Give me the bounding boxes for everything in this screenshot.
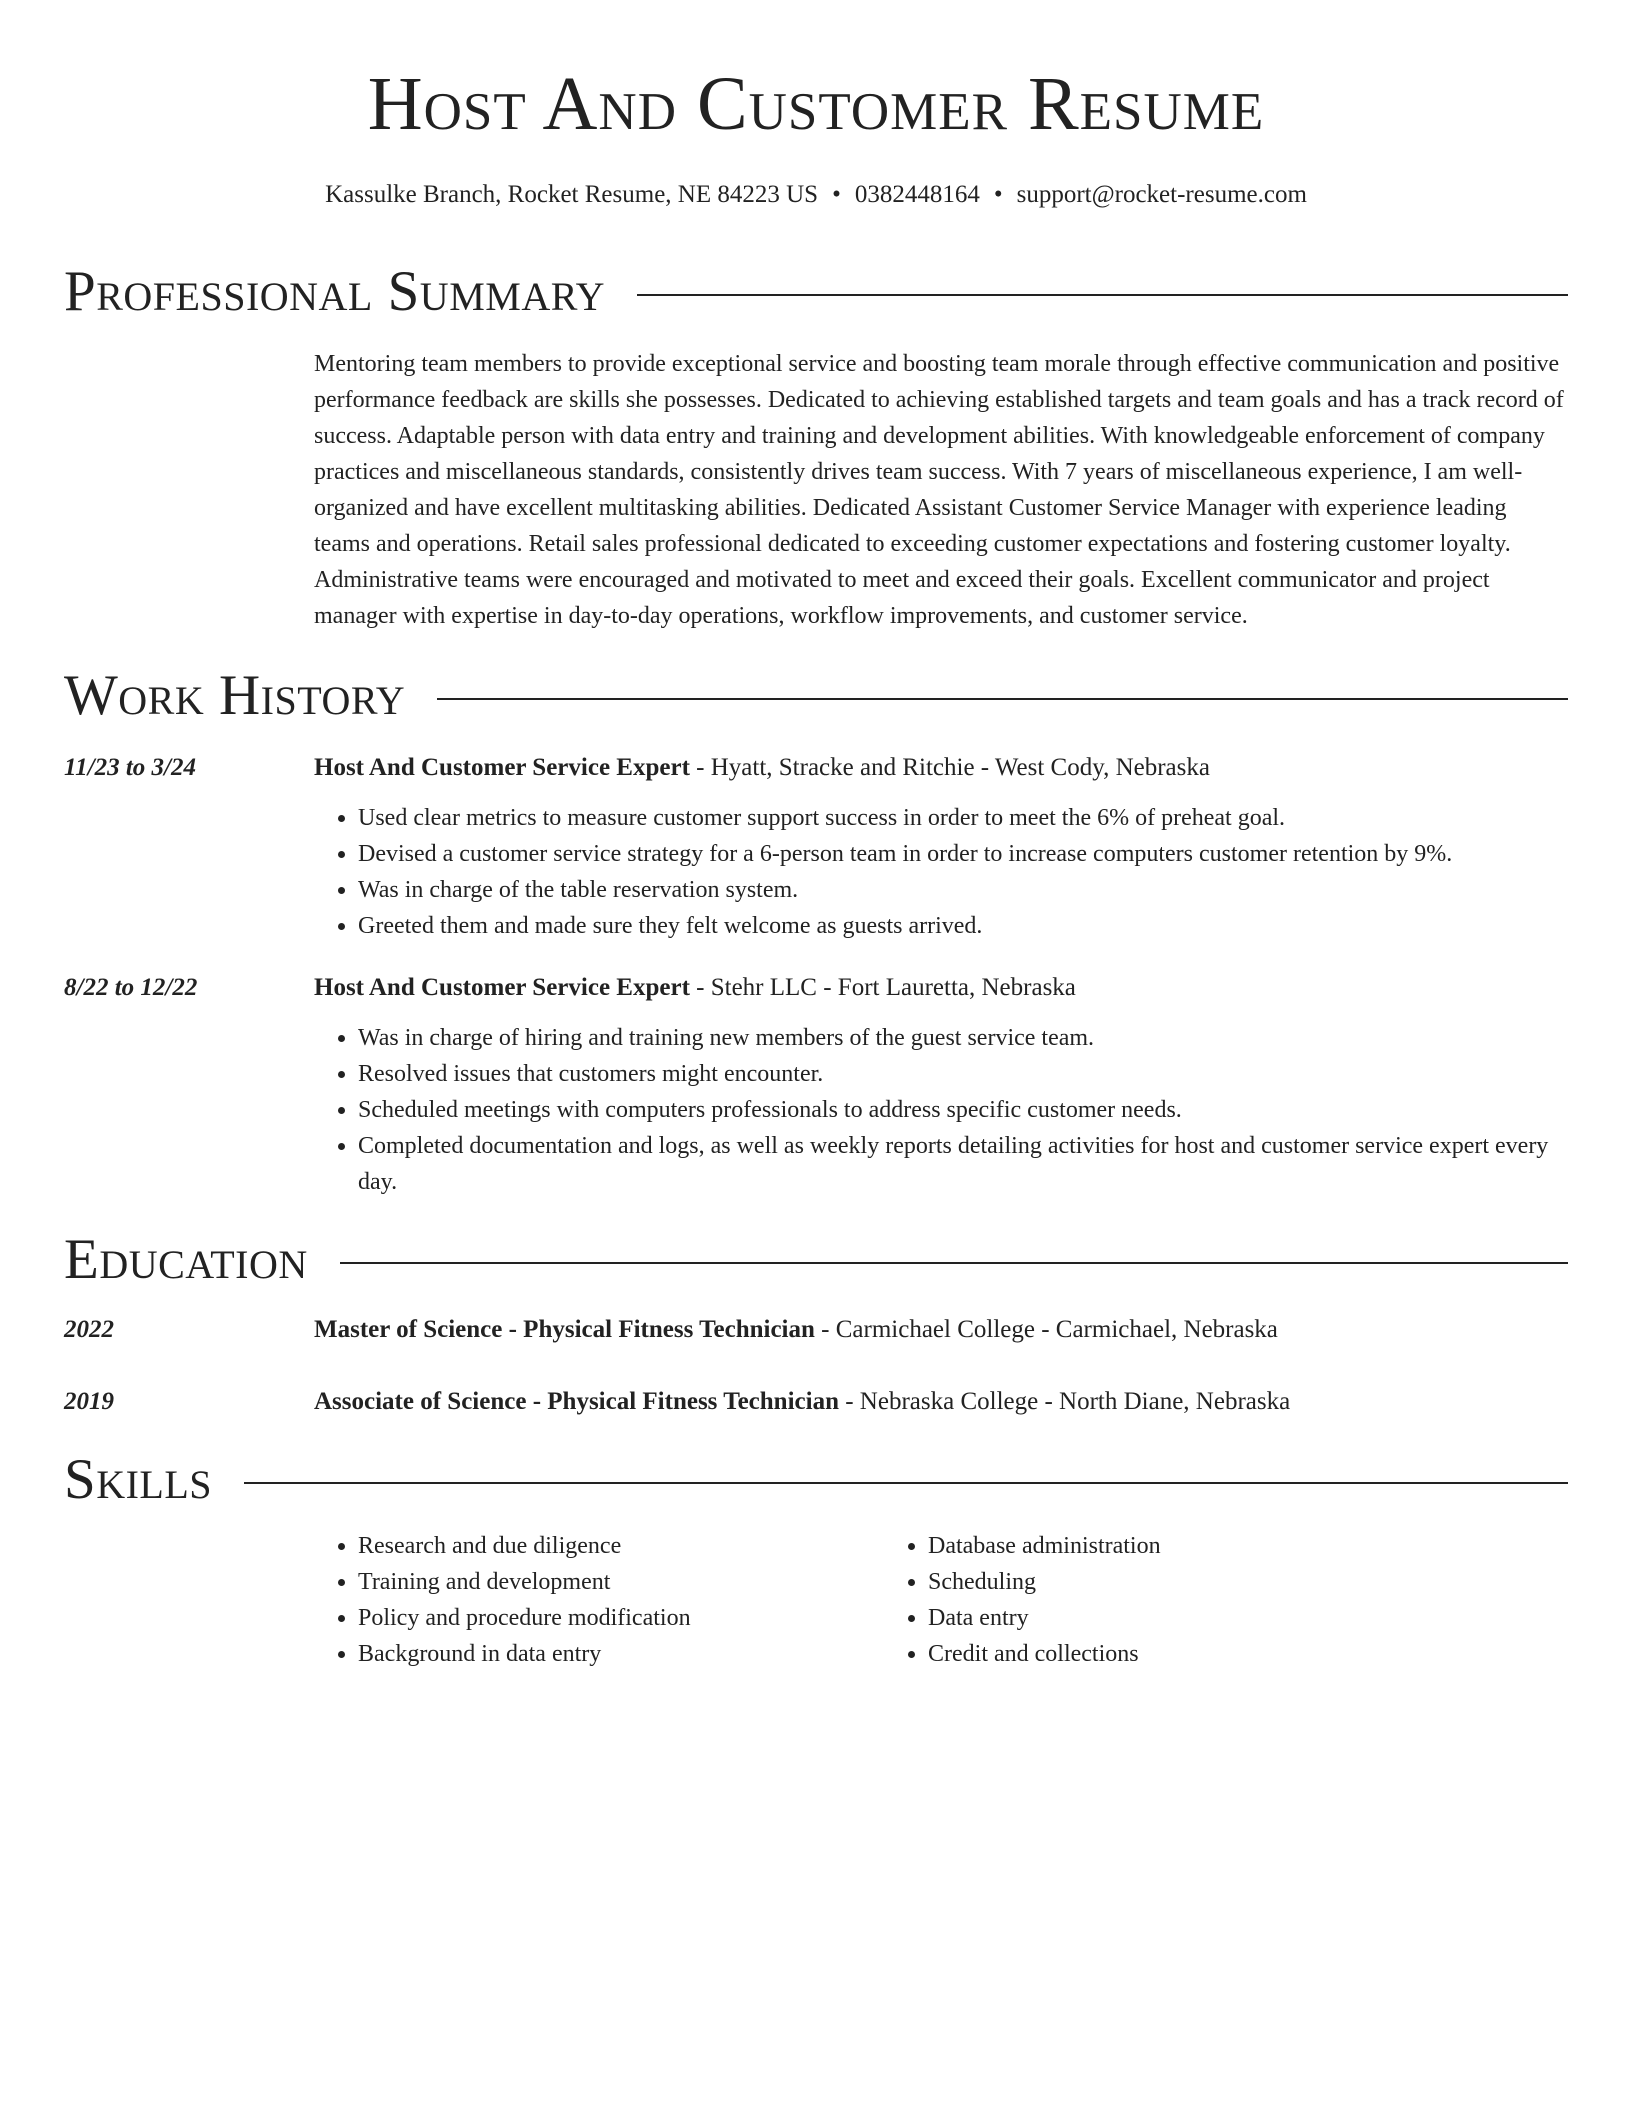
section-divider	[437, 698, 1568, 700]
list-item: • Greeted them and made sure they felt welcome as guests arrived.	[358, 908, 1568, 944]
education-degree: Associate of Science - Physical Fitness Technician	[314, 1388, 839, 1415]
list-item: • Was in charge of hiring and training new members of the guest service team.	[358, 1020, 1568, 1056]
summary-heading: Professional Summary	[64, 260, 606, 323]
job-entry	[64, 750, 1568, 786]
job-role: Host And Customer Service Expert	[314, 754, 690, 781]
list-item: • Scheduled meetings with computers professionals to address specific customer needs.	[358, 1092, 1568, 1128]
job-title-line	[314, 970, 1076, 1006]
list-item: • Used clear metrics to measure customer support success in order to meet the 6% of preheat goal.	[358, 800, 1568, 836]
job-dates: 11/23 to 3/24	[64, 754, 196, 781]
skill-item: • Policy and procedure modification	[358, 1600, 884, 1636]
list-item: • Devised a customer service strategy for a 6-person team in order to increase computers customer retention by 9%.	[358, 836, 1568, 872]
list-item: • Was in charge of the table reservation system.	[358, 872, 1568, 908]
education-degree: Master of Science - Physical Fitness Technician	[314, 1316, 815, 1343]
skill-item: • Credit and collections	[928, 1636, 1484, 1672]
education-details: - Carmichael College - Carmichael, Nebraska	[814, 1316, 1278, 1343]
contact-phone: 0382448164	[854, 181, 980, 208]
contact-separator: •	[832, 181, 841, 208]
work-section-header	[64, 662, 1568, 730]
job-dates: 8/22 to 12/22	[64, 974, 198, 1001]
skill-item: • Scheduling	[928, 1564, 1484, 1600]
skills-column-right	[884, 1528, 1484, 1672]
skill-item: • Database administration	[928, 1528, 1484, 1564]
resume-title: Host And Customer Resume	[367, 62, 1265, 146]
skills-section-header	[64, 1446, 1568, 1514]
job-details: - Stehr LLC - Fort Lauretta, Nebraska	[689, 974, 1076, 1001]
job-details: - Hyatt, Stracke and Ritchie - West Cody, Nebraska	[689, 754, 1210, 781]
skill-item: • Training and development	[358, 1564, 884, 1600]
job-title-line	[314, 750, 1210, 786]
education-year: 2019	[64, 1388, 114, 1415]
section-divider	[637, 294, 1568, 296]
skills-heading: Skills	[64, 1448, 213, 1511]
summary-section-header	[64, 258, 1568, 326]
skill-item: • Background in data entry	[358, 1636, 884, 1672]
job-bullets	[314, 1020, 1568, 1200]
work-heading: Work History	[64, 664, 406, 727]
job-entry	[64, 970, 1568, 1006]
education-entry	[64, 1312, 1568, 1348]
skills-column-left	[314, 1528, 884, 1672]
education-section-header	[64, 1226, 1568, 1294]
skills-list	[314, 1528, 1568, 1672]
job-bullets	[314, 800, 1568, 944]
section-divider	[244, 1482, 1568, 1484]
contact-email: support@rocket-resume.com	[1016, 181, 1307, 208]
education-title-line	[314, 1312, 1278, 1348]
summary-text: Mentoring team members to provide exceptional service and boosting team morale through effective communication and positive performance feedback are skills she possesses. Dedicated to achieving established targets and team goals and has a track record of success. Adaptable person with data entry and training and development abilities. With knowledgeable enforcement of company practices and miscellaneous standards, consistently drives team success. With 7 years of miscellaneous experience, I am well-organized and have excellent multitasking abilities. Dedicated Assistant Customer Service Manager with experience leading teams and operations. Retail sales professional dedicated to exceeding customer expectations and fostering customer loyalty. Administrative teams were encouraged and motivated to meet and exceed their goals. Excellent communicator and project manager with expertise in day-to-day operations, workflow improvements, and customer service.	[314, 351, 1564, 629]
contact-line	[64, 178, 1568, 212]
education-heading: Education	[64, 1228, 308, 1291]
list-item: • Resolved issues that customers might encounter.	[358, 1056, 1568, 1092]
skill-item: • Research and due diligence	[358, 1528, 884, 1564]
contact-separator: •	[993, 181, 1003, 208]
job-role: Host And Customer Service Expert	[314, 974, 690, 1001]
education-entry	[64, 1384, 1568, 1420]
skill-item: • Data entry	[928, 1600, 1484, 1636]
section-divider	[340, 1262, 1568, 1264]
education-year: 2022	[64, 1316, 114, 1343]
education-title-line	[314, 1384, 1290, 1420]
education-details: - Nebraska College - North Diane, Nebraska	[838, 1388, 1291, 1415]
contact-address: Kassulke Branch, Rocket Resume, NE 84223 US	[325, 181, 819, 208]
list-item: • Completed documentation and logs, as well as weekly reports detailing activities for host and customer service expert every day.	[358, 1128, 1568, 1200]
